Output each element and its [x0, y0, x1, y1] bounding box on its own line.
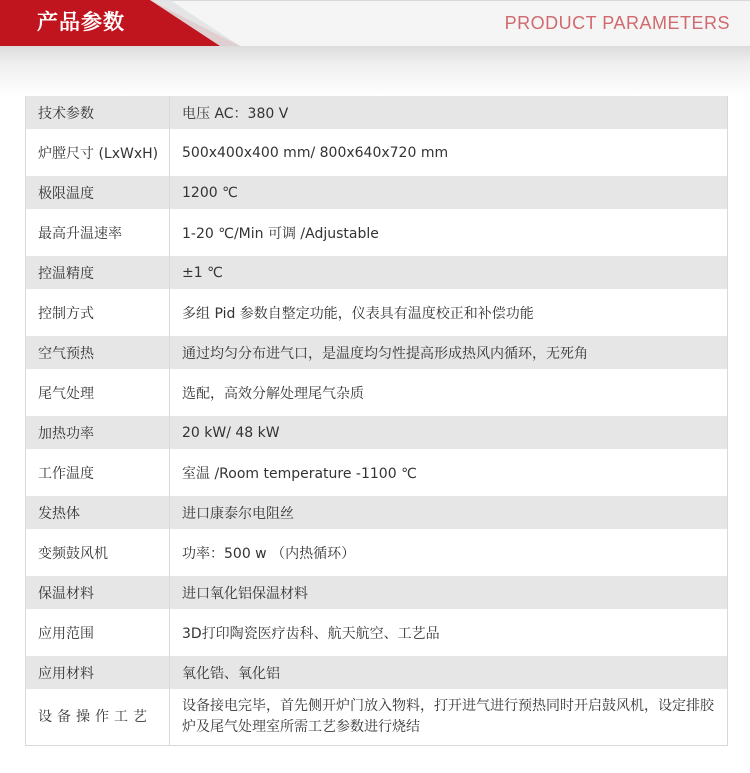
param-key: 极限温度: [26, 176, 170, 209]
param-value: 1200 ℃: [170, 176, 728, 209]
param-value: 设备接电完毕，首先侧开炉门放入物料，打开进气进行预热同时开启鼓风机，设定排胶炉及尾气处理室所需工艺参数进行烧结: [170, 689, 728, 746]
param-value: 电压 AC：380 V: [170, 96, 728, 129]
header-shadow: [0, 46, 750, 96]
table-row: [26, 256, 728, 289]
param-value: 1-20 ℃/Min 可调 /Adjustable: [170, 209, 728, 256]
param-value: 多组 Pid 参数自整定功能，仪表具有温度校正和补偿功能: [170, 289, 728, 336]
table-row: [26, 529, 728, 576]
table-row: [26, 416, 728, 449]
table-row: [26, 129, 728, 176]
param-key: 应用范围: [26, 609, 170, 656]
param-value: 通过均匀分布进气口，是温度均匀性提高形成热风内循环，无死角: [170, 336, 728, 369]
param-key: 控温精度: [26, 256, 170, 289]
table-row: [26, 496, 728, 529]
param-key: 最高升温速率: [26, 209, 170, 256]
table-row: [26, 289, 728, 336]
table-row: [26, 336, 728, 369]
table-row: [26, 689, 728, 746]
param-key: 变频鼓风机: [26, 529, 170, 576]
param-value: 20 kW/ 48 kW: [170, 416, 728, 449]
table-row: [26, 209, 728, 256]
param-key: 加热功率: [26, 416, 170, 449]
param-value: 500x400x400 mm/ 800x640x720 mm: [170, 129, 728, 176]
param-value: 功率：500 w （内热循环）: [170, 529, 728, 576]
param-key: 空气预热: [26, 336, 170, 369]
param-key: 应用材料: [26, 656, 170, 689]
param-value: 氧化锆、氧化铝: [170, 656, 728, 689]
param-key: 控制方式: [26, 289, 170, 336]
param-value: 选配，高效分解处理尾气杂质: [170, 369, 728, 416]
param-key: 发热体: [26, 496, 170, 529]
parameters-table: [25, 96, 728, 746]
table-row: [26, 176, 728, 209]
param-value: ±1 ℃: [170, 256, 728, 289]
table-row: [26, 369, 728, 416]
param-key: 保温材料: [26, 576, 170, 609]
param-key: 尾气处理: [26, 369, 170, 416]
table-row: [26, 449, 728, 496]
param-value: 进口康泰尔电阻丝: [170, 496, 728, 529]
param-key: 工作温度: [26, 449, 170, 496]
table-row: [26, 96, 728, 129]
table-row: [26, 656, 728, 689]
param-value: 3D打印陶瓷医疗齿科、航天航空、工艺品: [170, 609, 728, 656]
param-key: 技术参数: [26, 96, 170, 129]
section-title: 产品参数: [37, 10, 125, 34]
table-row: [26, 576, 728, 609]
section-subtitle: PRODUCT PARAMETERS: [504, 13, 730, 33]
param-value: 室温 /Room temperature -1100 ℃: [170, 449, 728, 496]
param-key: 设备操作工艺: [26, 689, 170, 746]
param-key: 炉膛尺寸 (LxWxH): [26, 129, 170, 176]
table-row: [26, 609, 728, 656]
param-value: 进口氧化铝保温材料: [170, 576, 728, 609]
